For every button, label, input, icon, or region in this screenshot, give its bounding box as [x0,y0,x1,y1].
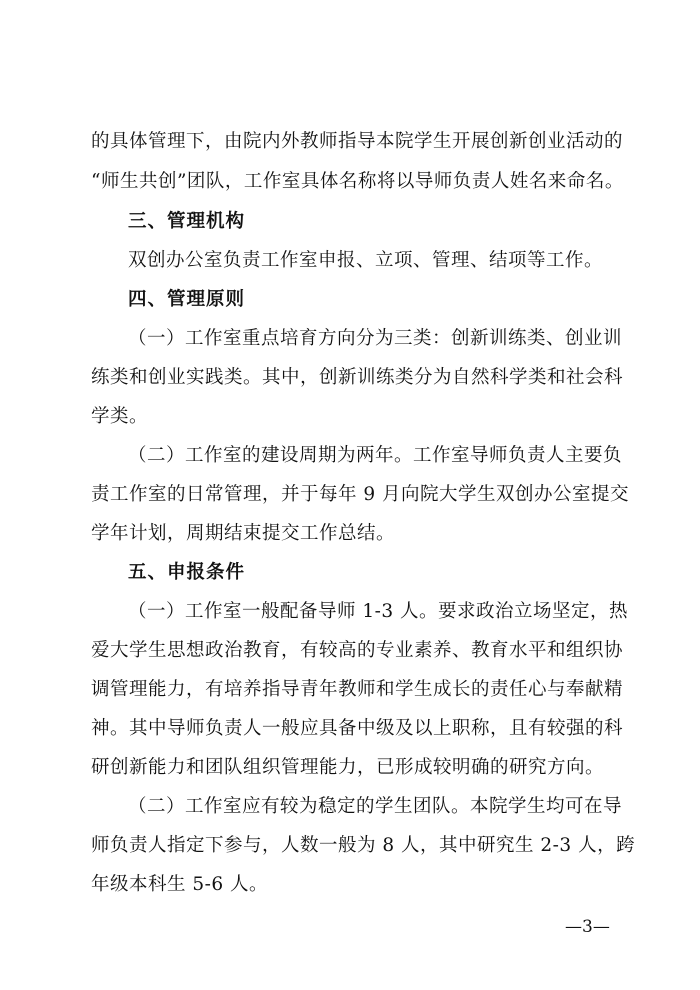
paragraph-line: （二）工作室的建设周期为两年。工作室导师负责人主要负 [128,445,623,466]
paragraph-line: 学类。 [91,406,149,427]
paragraph-line: 责工作室的日常管理，并于每年 9 月向院大学生双创办公室提交 [91,484,630,505]
paragraph-line: （一）工作室一般配备导师 1-3 人。要求政治立场坚定，热 [128,601,629,622]
page-number: —3— [565,917,610,937]
paragraph-line: （一）工作室重点培育方向分为三类：创新训练类、创业训 [128,328,623,349]
paragraph-line: 爱大学生思想政治教育，有较高的专业素养、教育水平和组织协 [91,640,624,661]
paragraph-line: 师负责人指定下参与，人数一般为 8 人，其中研究生 2-3 人，跨 [91,835,636,856]
paragraph-line: 调管理能力，有培养指导青年教师和学生成长的责任心与奉献精 [91,679,624,700]
paragraph-line: 研创新能力和团队组织管理能力，已形成较明确的研究方向。 [91,757,605,778]
paragraph-line: “师生共创”团队，工作室具体名称将以导师负责人姓名来命名。 [91,171,624,192]
section-heading-management-organization: 三、管理机构 [128,211,246,232]
paragraph-line: 神。其中导师负责人一般应具备中级及以上职称，且有较强的科 [91,718,624,739]
paragraph-line: （二）工作室应有较为稳定的学生团队。本院学生均可在导 [128,796,623,817]
paragraph-line: 年级本科生 5-6 人。 [91,874,269,895]
paragraph-line: 学年计划，周期结束提交工作总结。 [91,523,396,544]
paragraph-line: 练类和创业实践类。其中，创新训练类分为自然科学类和社会科 [91,367,624,388]
section-heading-application-conditions: 五、申报条件 [128,562,246,583]
paragraph-line: 双创办公室负责工作室申报、立项、管理、结项等工作。 [128,250,604,271]
section-heading-management-principles: 四、管理原则 [128,289,246,310]
paragraph-line: 的具体管理下，由院内外教师指导本院学生开展创新创业活动的 [91,131,624,152]
